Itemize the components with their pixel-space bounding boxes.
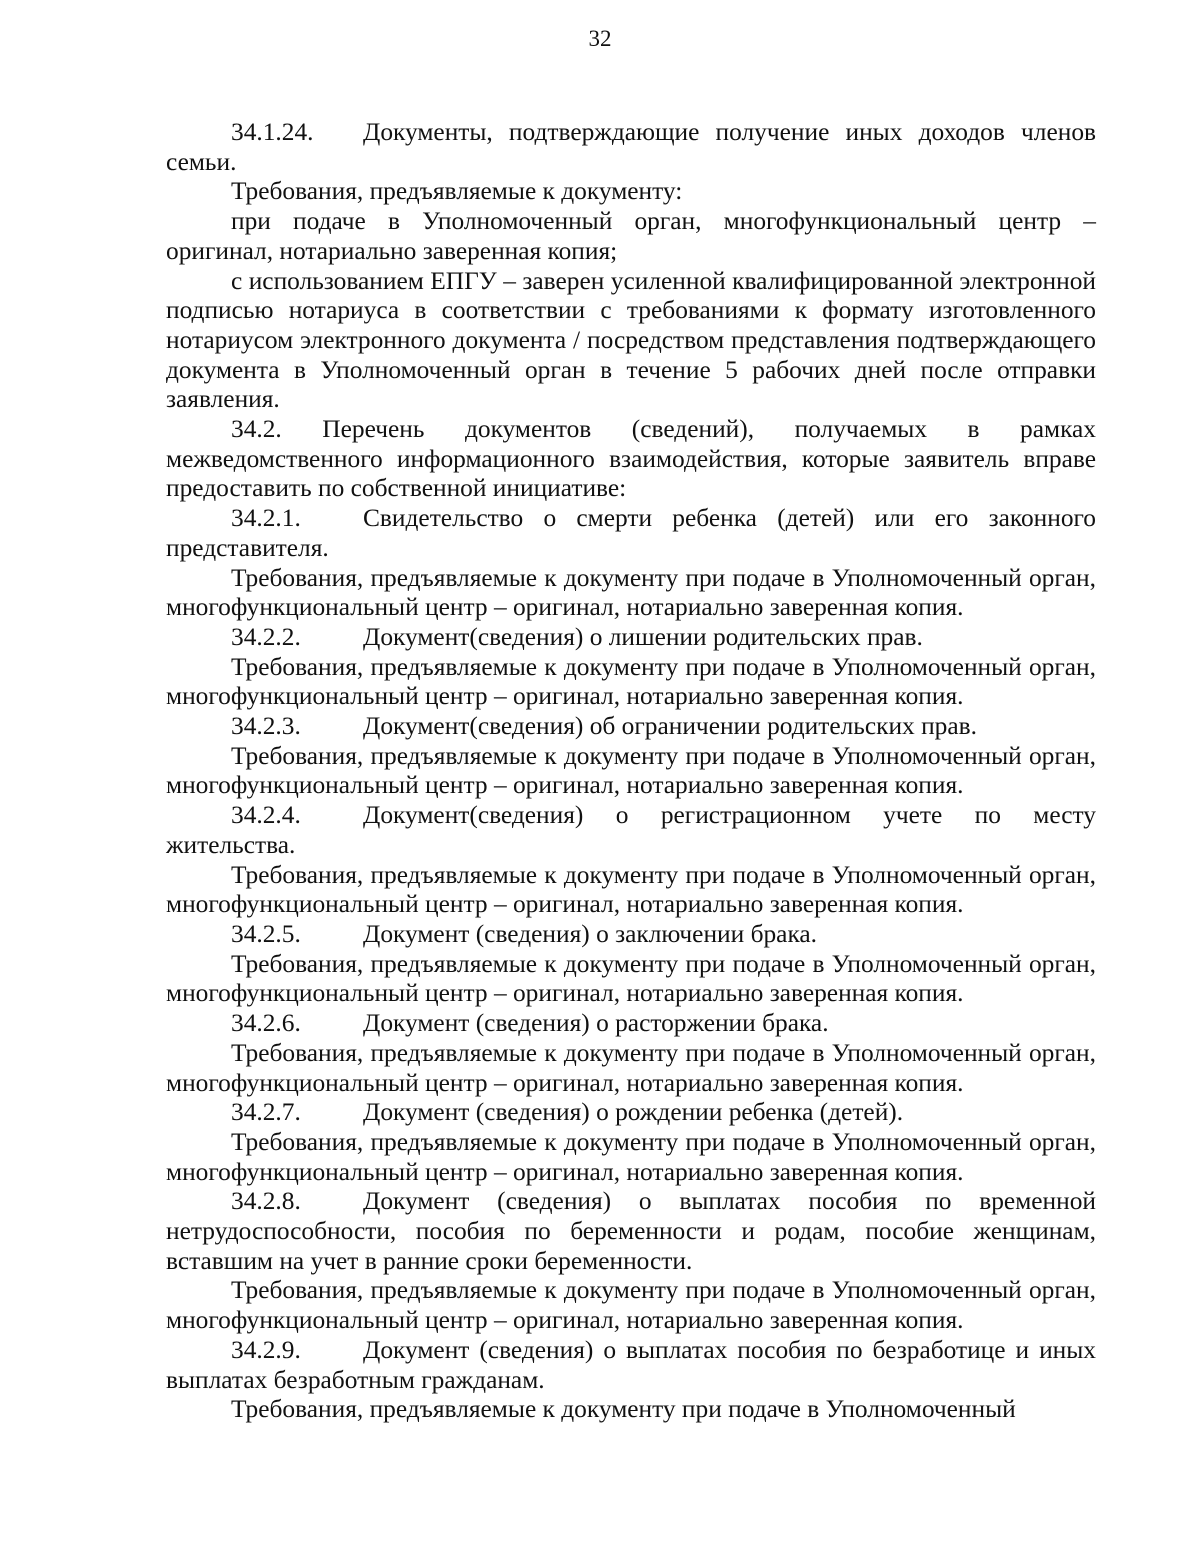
paragraph-34-2-7 bbox=[166, 1098, 1096, 1128]
item-number: 34.2.5. bbox=[231, 919, 301, 948]
paragraph-text: с использованием ЕПГУ – заверен усиленной квалифицированной электронной подписью нотариуса в соответствии с требованиями к формату изготовленного нотариусом электронного документа / посредством представления подтверждающего документа в Уполномоченный орган в течение 5 рабочих дней после отправки заявления. bbox=[166, 266, 1096, 414]
requirements-paragraph bbox=[166, 950, 1096, 1009]
requirements-paragraph bbox=[166, 861, 1096, 920]
paragraph-text: Документ(сведения) о лишении родительских прав. bbox=[363, 622, 923, 651]
requirements-paragraph bbox=[166, 653, 1096, 712]
requirements-paragraph bbox=[166, 742, 1096, 801]
paragraph-text: Свидетельство о смерти ребенка (детей) или его законного представителя. bbox=[166, 504, 1096, 562]
item-number: 34.1.24. bbox=[231, 118, 314, 146]
paragraph-text: Требования, предъявляемые к документу при подаче в Уполномоченный орган, многофункциональный центр – оригинал, нотариально заверенная копия. bbox=[166, 1276, 1096, 1335]
item-number: 34.2.4. bbox=[231, 801, 301, 830]
paragraph-text: Требования, предъявляемые к документу при подаче в Уполномоченный bbox=[231, 1395, 1016, 1424]
item-number: 34.2.9. bbox=[231, 1335, 301, 1364]
item-number: 34.2.6. bbox=[231, 1009, 301, 1038]
paragraph-text: Документ (сведения) о заключении брака. bbox=[363, 919, 818, 948]
paragraph-text: Документ (сведения) о рождении ребенка (детей). bbox=[363, 1098, 904, 1127]
requirements-paragraph bbox=[166, 1395, 1096, 1425]
paragraph-text: Требования, предъявляемые к документу при подаче в Уполномоченный орган, многофункциональный центр – оригинал, нотариально заверенная копия. bbox=[166, 860, 1096, 919]
paragraph-34-1-24 bbox=[166, 118, 1096, 177]
paragraph-34-2-8 bbox=[166, 1187, 1096, 1276]
requirements-paragraph bbox=[166, 177, 1096, 207]
paragraph-text: Документ (сведения) о выплатах пособия по безработице и иных выплатах безработным гражданам. bbox=[166, 1335, 1096, 1394]
requirements-paragraph bbox=[166, 564, 1096, 623]
paragraph-text: Требования, предъявляемые к документу при подаче в Уполномоченный орган, многофункциональный центр – оригинал, нотариально заверенная копия. bbox=[166, 652, 1096, 711]
paragraph-34-2-3 bbox=[166, 712, 1096, 742]
paragraph-text: Требования, предъявляемые к документу при подаче в Уполномоченный орган, многофункциональный центр – оригинал, нотариально заверенная копия. bbox=[166, 741, 1096, 800]
requirements-paragraph bbox=[166, 267, 1096, 416]
paragraph-34-2-1 bbox=[166, 504, 1096, 563]
requirements-paragraph bbox=[166, 1128, 1096, 1187]
paragraph-34-2-6 bbox=[166, 1009, 1096, 1039]
requirements-paragraph bbox=[166, 207, 1096, 266]
requirements-paragraph bbox=[166, 1276, 1096, 1335]
paragraph-34-2-9 bbox=[166, 1336, 1096, 1395]
paragraph-text: Требования, предъявляемые к документу при подаче в Уполномоченный орган, многофункциональный центр – оригинал, нотариально заверенная копия. bbox=[166, 563, 1096, 622]
paragraph-34-2-2 bbox=[166, 623, 1096, 653]
paragraph-text: Документ(сведения) о регистрационном учете по месту жительства. bbox=[166, 801, 1096, 859]
item-number: 34.2.3. bbox=[231, 712, 301, 741]
paragraph-text: Требования, предъявляемые к документу при подаче в Уполномоченный орган, многофункциональный центр – оригинал, нотариально заверенная копия. bbox=[166, 949, 1096, 1008]
paragraph-text: Требования, предъявляемые к документу при подаче в Уполномоченный орган, многофункциональный центр – оригинал, нотариально заверенная копия. bbox=[166, 1127, 1096, 1186]
paragraph-text: 34.2. Перечень документов (сведений), получаемых в рамках межведомственного информационного взаимодействия, которые заявитель вправе предоставить по собственной инициативе: bbox=[166, 415, 1096, 503]
document-body bbox=[166, 118, 1096, 1425]
paragraph-34-2-5 bbox=[166, 920, 1096, 950]
paragraph-text: при подаче в Уполномоченный орган, многофункциональный центр – оригинал, нотариально заверенная копия; bbox=[166, 207, 1096, 265]
paragraph-34-2-4 bbox=[166, 801, 1096, 860]
item-number: 34.2.7. bbox=[231, 1098, 301, 1127]
page-number: 32 bbox=[588, 26, 612, 51]
paragraph-text: Документ(сведения) об ограничении родительских прав. bbox=[363, 712, 977, 741]
paragraph-text: Требования, предъявляемые к документу при подаче в Уполномоченный орган, многофункциональный центр – оригинал, нотариально заверенная копия. bbox=[166, 1038, 1096, 1097]
item-number: 34.2.2. bbox=[231, 622, 301, 651]
paragraph-text: Требования, предъявляемые к документу: bbox=[231, 177, 683, 206]
item-number: 34.2.1. bbox=[231, 504, 301, 533]
paragraph-text: Документы, подтверждающие получение иных доходов членов семьи. bbox=[166, 118, 1096, 176]
paragraph-text: Документ (сведения) о расторжении брака. bbox=[363, 1009, 829, 1038]
section-34-2-heading bbox=[166, 415, 1096, 504]
item-number: 34.2.8. bbox=[231, 1187, 301, 1216]
requirements-paragraph bbox=[166, 1039, 1096, 1098]
paragraph-text: Документ (сведения) о выплатах пособия по временной нетрудоспособности, пособия по беременности и родам, пособие женщинам, вставшим на учет в ранние сроки беременности. bbox=[166, 1187, 1096, 1275]
